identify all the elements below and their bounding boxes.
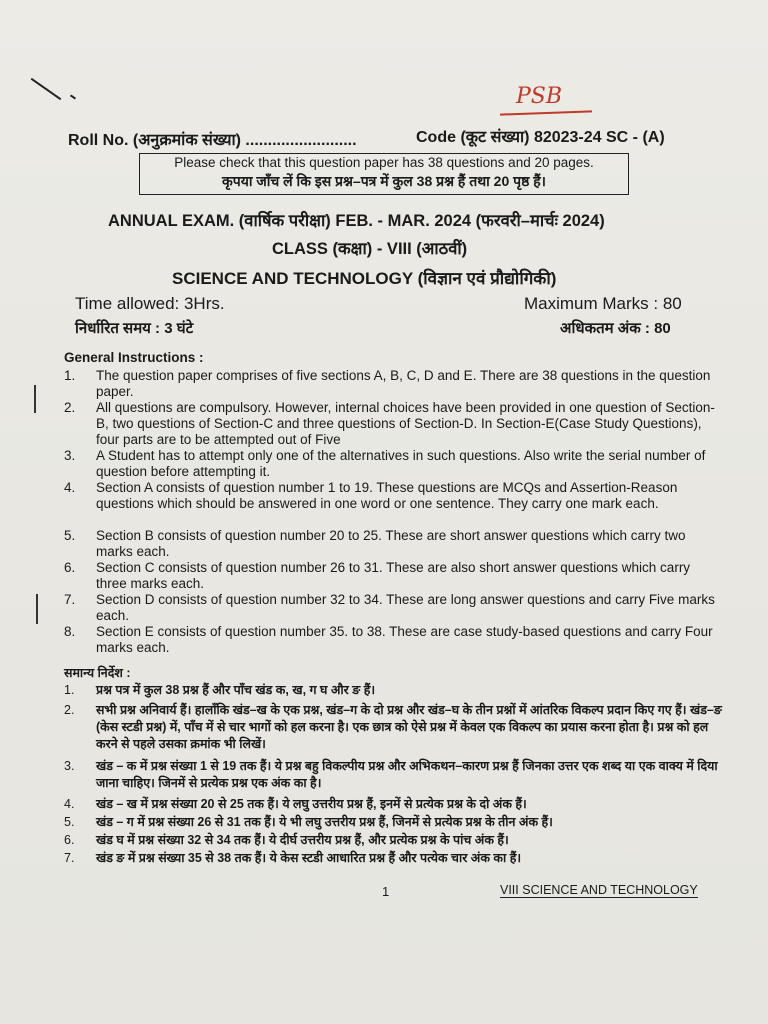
instruction-item: 2. All questions are compulsory. However, internal choices have been provided in one question of Section-B, two questions of Section-C and three questions of Section-D. In Section-E(Case Study Questions), four parts are to be attempted out of Five bbox=[64, 400, 715, 447]
time-allowed: Time allowed: 3Hrs. bbox=[75, 294, 225, 313]
instruction-item: 4. Section A consists of question number 1 to 19. These questions are MCQs and Assertion-Reason questions which should be answered in one word or one sentence. They carry one mark each. bbox=[64, 480, 678, 511]
footer-subject: VIII SCIENCE AND TECHNOLOGY bbox=[500, 883, 698, 897]
instruction-item: 8. Section E consists of question number 35. to 38. These are case study-based questions and carry Four marks each. bbox=[64, 624, 713, 655]
subject-title: SCIENCE AND TECHNOLOGY (विज्ञान एवं प्रौद्योगिकी) bbox=[172, 269, 557, 288]
general-instructions-hi-heading: समान्य निर्देश : bbox=[64, 666, 131, 680]
instruction-item: 3. A Student has to attempt only one of the alternatives in such questions. Also write the serial number of question before attempting it. bbox=[64, 448, 706, 479]
hindi-instruction-item: 6. खंड घ में प्रश्न संख्या 32 से 34 तक हैं। ये दीर्घ उत्तरीय प्रश्न हैं, और प्रत्येक प्रश्न के पांच अंक हैं। bbox=[64, 833, 509, 847]
maximum-marks: Maximum Marks : 80 bbox=[524, 294, 682, 313]
exam-title: ANNUAL EXAM. (वार्षिक परीक्षा) FEB. - MAR. 2024 (फरवरी–मार्चः 2024) bbox=[108, 212, 605, 230]
check-notice-en: Please check that this question paper has 38 questions and 20 pages. bbox=[174, 155, 594, 170]
hindi-instruction-item: 4. खंड – ख में प्रश्न संख्या 20 से 25 तक हैं। ये लघु उत्तरीय प्रश्न हैं, इनमें से प्रत्येक प्रश्न के दो अंक हैं। bbox=[64, 797, 527, 811]
pen-stroke bbox=[34, 385, 36, 413]
instruction-item: 6. Section C consists of question number 26 to 31. These are also short answer questions which carry three marks each. bbox=[64, 560, 691, 591]
hindi-instruction-item: 1. प्रश्न पत्र में कुल 38 प्रश्न हैं और पाँच खंड क, ख, ग घ और ङ हैं। bbox=[64, 683, 376, 697]
hindi-instruction-item: 7. खंड ङ में प्रश्न संख्या 35 से 38 तक हैं। ये केस स्टडी आधारित प्रश्न हैं और पत्येक चार अंक का हैं। bbox=[64, 851, 522, 865]
hindi-instruction-item: 2. सभी प्रश्न अनिवार्य हैं। हालाँकि खंड–ख के एक प्रश्न, खंड–ग के दो प्रश्न और खंड–घ के तीन प्रश्नों में आंतरिक विकल्प प्रदान किए गए हैं। खंड–ङ (केस स्टडी प्रश्न) में, पाँच में से चार भागों को हल करना है। एक छात्र को ऐसे प्रश्न में केवल एक विकल्प का प्रयास करना होता है। प्रश्न को हल करने से पहले उसका क्रमांक भी लिखें। bbox=[64, 703, 722, 751]
pen-stroke bbox=[36, 594, 38, 624]
general-instructions-heading: General Instructions : bbox=[64, 350, 204, 365]
handwritten-underline bbox=[500, 110, 592, 115]
pen-stroke bbox=[31, 78, 62, 100]
hindi-instruction-item: 3. खंड – क में प्रश्न संख्या 1 से 19 तक हैं। ये प्रश्न बहु विकल्पीय प्रश्न और अभिकथन–कारण प्रश्न हैं जिनका उत्तर एक शब्द या एक वाक्य में दिया जाना चाहिए। जिनमें से प्रत्येक प्रश्न एक अंक का है। bbox=[64, 759, 718, 790]
handwritten-mark: PSB bbox=[516, 84, 563, 109]
class-title: CLASS (कक्षा) - VIII (आठवीं) bbox=[272, 240, 468, 258]
page-number: 1 bbox=[382, 884, 390, 899]
instruction-item: 7. Section D consists of question number 32 to 34. These are long answer questions and carry Five marks each. bbox=[64, 592, 715, 623]
roll-number-field: Roll No. (अनुक्रमांक संख्या) ......................... bbox=[68, 132, 357, 149]
time-allowed-hi: निर्धारित समय : 3 घंटे bbox=[75, 320, 194, 337]
check-notice-hi: कृपया जाँच लें कि इस प्रश्न–पत्र में कुल 38 प्रश्न हैं तथा 20 पृष्ठ हैं। bbox=[222, 173, 546, 189]
check-notice-box bbox=[139, 153, 629, 195]
maximum-marks-hi: अधिकतम अंक : 80 bbox=[560, 320, 671, 337]
instruction-item: 5. Section B consists of question number 20 to 25. These are short answer questions which carry two marks each. bbox=[64, 528, 686, 559]
instruction-item: 1. The question paper comprises of five sections A, B, C, D and E. There are 38 questions in the question paper. bbox=[64, 368, 711, 399]
hindi-instruction-item: 5. खंड – ग में प्रश्न संख्या 26 से 31 तक हैं। ये भी लघु उत्तरीय प्रश्न हैं, जिनमें से प्रत्येक प्रश्न के तीन अंक हैं। bbox=[64, 815, 553, 829]
paper-code: Code (कूट संख्या) 82023-24 SC - (A) bbox=[416, 129, 665, 146]
pen-stroke bbox=[70, 94, 76, 99]
